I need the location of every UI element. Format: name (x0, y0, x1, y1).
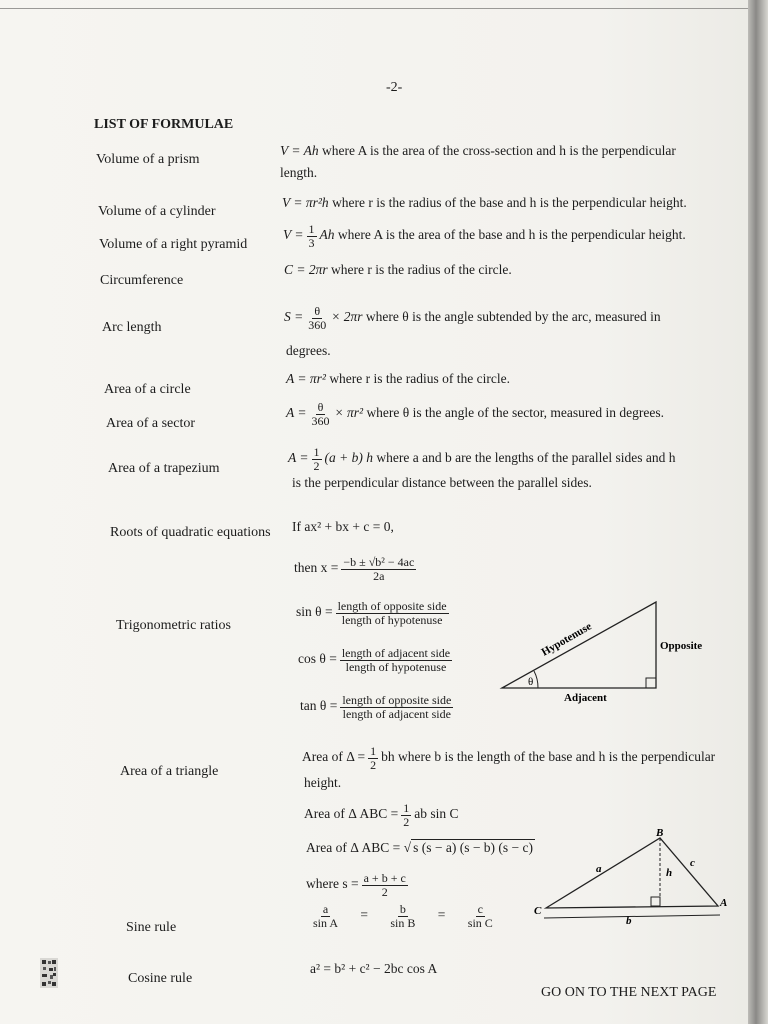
side-c: c (690, 857, 695, 869)
formula-triangle-3: Area of Δ ABC = √ s (s − a) (s − b) (s − c) (306, 840, 534, 855)
formula-sector: A = $\frac{\theta}{360}$ × πr² where θ is the angle of the sector, measured in degrees. (286, 400, 664, 428)
formula-pyramid: V = $\frac{1}{3}$ Ah where A is the area of the base and h is the perpendicular height. (283, 222, 686, 250)
label-circumference: Circumference (100, 273, 184, 288)
formula-sin: sin θ = $\frac{\text{length of opposite side}}{\text{length of hypotenuse}}$ (296, 599, 447, 627)
label-cosine: Cosine rule (128, 971, 193, 986)
formula-circle: A = πr² where r is the radius of the circle. (286, 371, 510, 386)
formula-triangle-1: Area of Δ = $\frac{1}{2}$ bh where b is the length of the base and h is the perpendicular (302, 744, 716, 772)
side-a: a (596, 863, 602, 875)
formula-quadratic-2: then x = $\frac{\text{−b ± √b² − 4ac}}{2a}$ (294, 555, 415, 583)
formula-cos: cos θ = $\frac{\text{length of adjacent side}}{\text{length of hypotenuse}}$ (298, 646, 451, 674)
hypotenuse-label: Hypotenuse (539, 620, 594, 659)
formula-cosine: a² = b² + c² − 2bc cos A (310, 961, 438, 976)
formula-trapezium-cont: is the perpendicular distance between the parallel sides. (292, 475, 592, 490)
formula-sine: $\frac{a}{\text{sin A}}$ = $\frac{b}{\text{sin B}}$ = $\frac{c}{\text{sin C}}$ (313, 902, 493, 930)
formula-arc: S = $\frac{\theta}{360}$ × 2πr where θ is the angle subtended by the arc, measured in (284, 304, 661, 332)
qr-code (40, 958, 58, 988)
footer-next-page: GO ON TO THE NEXT PAGE (541, 985, 717, 1000)
formula-prism-cont: length. (280, 165, 318, 180)
formula-arc-cont: degrees. (286, 343, 331, 358)
label-quadratic: Roots of quadratic equations (110, 525, 271, 540)
top-rule (0, 8, 748, 9)
side-b: b (626, 915, 632, 926)
height-h: h (666, 867, 673, 879)
formula-triangle-1-cont: height. (304, 775, 342, 790)
opposite-label: Opposite (660, 640, 703, 652)
label-cylinder: Volume of a cylinder (98, 204, 216, 219)
formula-circumference: C = 2πr where r is the radius of the circle. (284, 262, 512, 277)
oblique-triangle-diagram (530, 826, 736, 926)
formula-prism: V = Ah where A is the area of the cross-section and h is the perpendicular (280, 143, 676, 158)
formula-triangle-4: where s = $\frac{a + b + c}{2}$ (306, 871, 406, 899)
formula-tan: tan θ = $\frac{\text{length of opposite side}}{\text{length of adjacent side}}$ (300, 693, 452, 721)
label-circle: Area of a circle (104, 382, 191, 397)
label-sector: Area of a sector (106, 416, 196, 431)
vertex-a: A (720, 897, 728, 909)
formula-quadratic-1: If ax² + bx + c = 0, (292, 519, 394, 534)
formula-trapezium: A = $\frac{1}{2}$ (a + b) h where a and b are the lengths of the parallel sides and h (288, 445, 676, 473)
label-prism: Volume of a prism (96, 152, 200, 167)
page-edge-shadow (748, 0, 768, 1024)
label-triangle: Area of a triangle (120, 764, 219, 779)
formula-triangle-2: Area of Δ ABC = $\frac{1}{2}$ ab sin C (304, 801, 459, 829)
formula-cylinder: V = πr²h where r is the radius of the base and h is the perpendicular height. (282, 195, 687, 210)
label-trapezium: Area of a trapezium (108, 461, 220, 476)
label-arc: Arc length (102, 320, 162, 335)
heading: LIST OF FORMULAE (94, 117, 234, 132)
label-trig: Trigonometric ratios (116, 618, 231, 633)
vertex-c: C (534, 905, 542, 917)
theta-label: θ (528, 676, 534, 688)
page-number: -2- (386, 80, 403, 95)
label-pyramid: Volume of a right pyramid (99, 237, 248, 252)
vertex-b: B (656, 827, 664, 839)
adjacent-label: Adjacent (564, 692, 607, 704)
right-triangle-diagram (498, 596, 726, 706)
label-sine: Sine rule (126, 920, 177, 935)
